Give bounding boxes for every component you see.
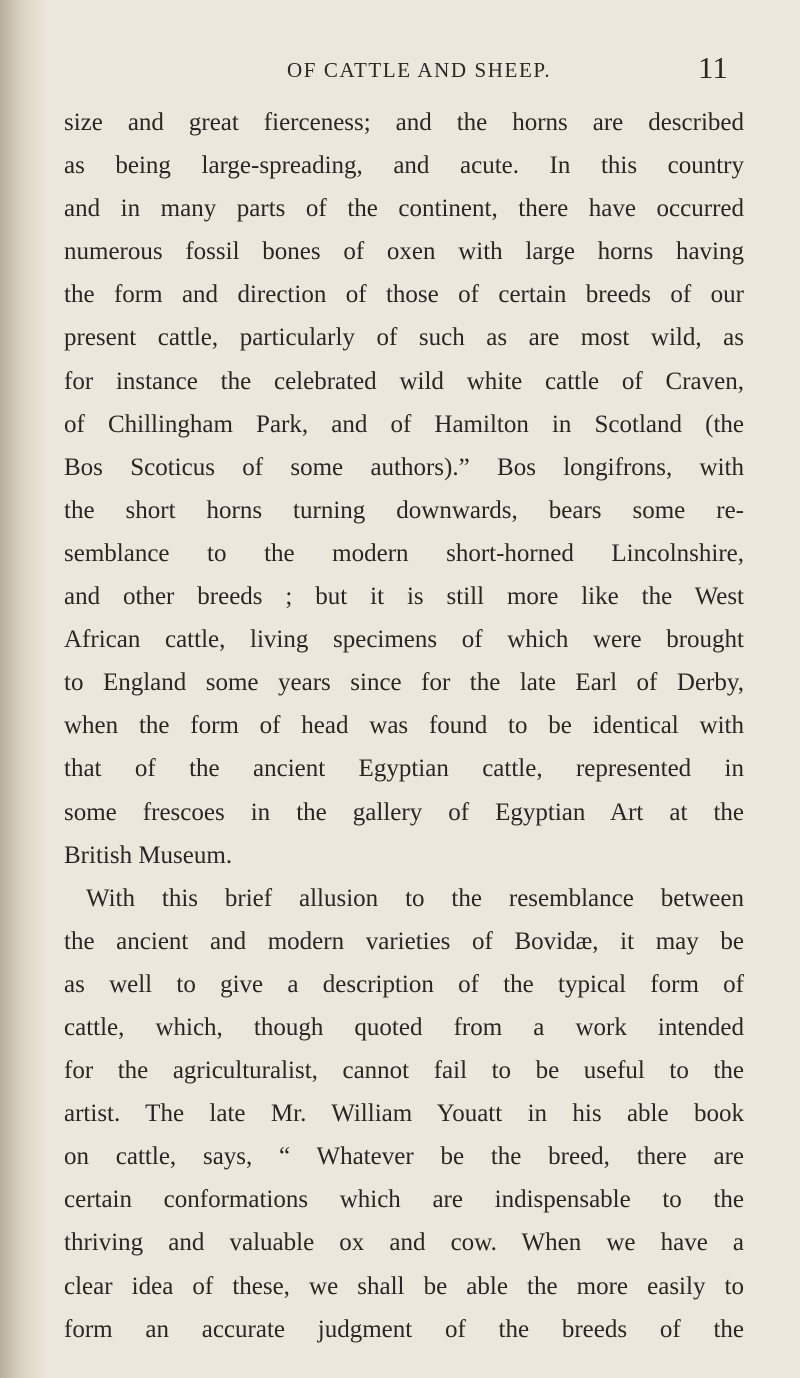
body-text bbox=[64, 101, 744, 1351]
text-line: and other breeds ; but it is still more like the West bbox=[64, 583, 744, 611]
text-line: of Chillingham Park, and of Hamilton in Scotland (the bbox=[64, 410, 744, 438]
text-line: some frescoes in the gallery of Egyptian Art at the bbox=[64, 798, 744, 826]
binding-edge-shadow bbox=[0, 0, 46, 1378]
text-line: that of the ancient Egyptian cattle, represented in bbox=[64, 755, 744, 783]
text-line: on cattle, says, “ Whatever be the breed, there are bbox=[64, 1143, 744, 1171]
text-line: as well to give a description of the typical form of bbox=[64, 970, 744, 998]
text-line: as being large-spreading, and acute. In this country bbox=[64, 152, 744, 180]
text-line: for instance the celebrated wild white cattle of Craven, bbox=[64, 367, 744, 395]
running-head: OF CATTLE AND SHEEP. bbox=[287, 58, 552, 82]
text-line: certain conformations which are indispensable to the bbox=[64, 1186, 744, 1214]
text-line: thriving and valuable ox and cow. When we have a bbox=[64, 1229, 744, 1257]
page-number: 11 bbox=[698, 50, 728, 85]
text-line: clear idea of these, we shall be able the more easily to bbox=[64, 1272, 744, 1300]
text-line: artist. The late Mr. William Youatt in his able book bbox=[64, 1100, 744, 1128]
text-line: for the agriculturalist, cannot fail to be useful to the bbox=[64, 1057, 744, 1085]
text-line: to England some years since for the late Earl of Derby, bbox=[64, 669, 744, 697]
text-line: present cattle, particularly of such as are most wild, as bbox=[64, 324, 744, 352]
text-line: the form and direction of those of certain breeds of our bbox=[64, 281, 744, 309]
text-line: and in many parts of the continent, there have occurred bbox=[64, 195, 744, 223]
text-line: the ancient and modern varieties of Bovidæ, it may be bbox=[64, 927, 744, 955]
text-line: when the form of head was found to be identical with bbox=[64, 712, 744, 740]
text-line: cattle, which, though quoted from a work intended bbox=[64, 1013, 744, 1041]
text-line: semblance to the modern short-horned Lincolnshire, bbox=[64, 539, 744, 567]
text-line: numerous fossil bones of oxen with large horns having bbox=[64, 238, 744, 266]
text-line: size and great fierceness; and the horns are described bbox=[64, 109, 744, 136]
text-line: the short horns turning downwards, bears some re- bbox=[64, 496, 744, 524]
text-line: British Museum. bbox=[64, 841, 233, 869]
text-line: Bos Scoticus of some authors).” Bos longifrons, with bbox=[64, 453, 744, 481]
page-header bbox=[0, 50, 800, 90]
text-line: African cattle, living specimens of which were brought bbox=[64, 626, 744, 654]
text-line: With this brief allusion to the resemblance between bbox=[86, 884, 744, 912]
text-line: form an accurate judgment of the breeds of the bbox=[64, 1315, 744, 1343]
